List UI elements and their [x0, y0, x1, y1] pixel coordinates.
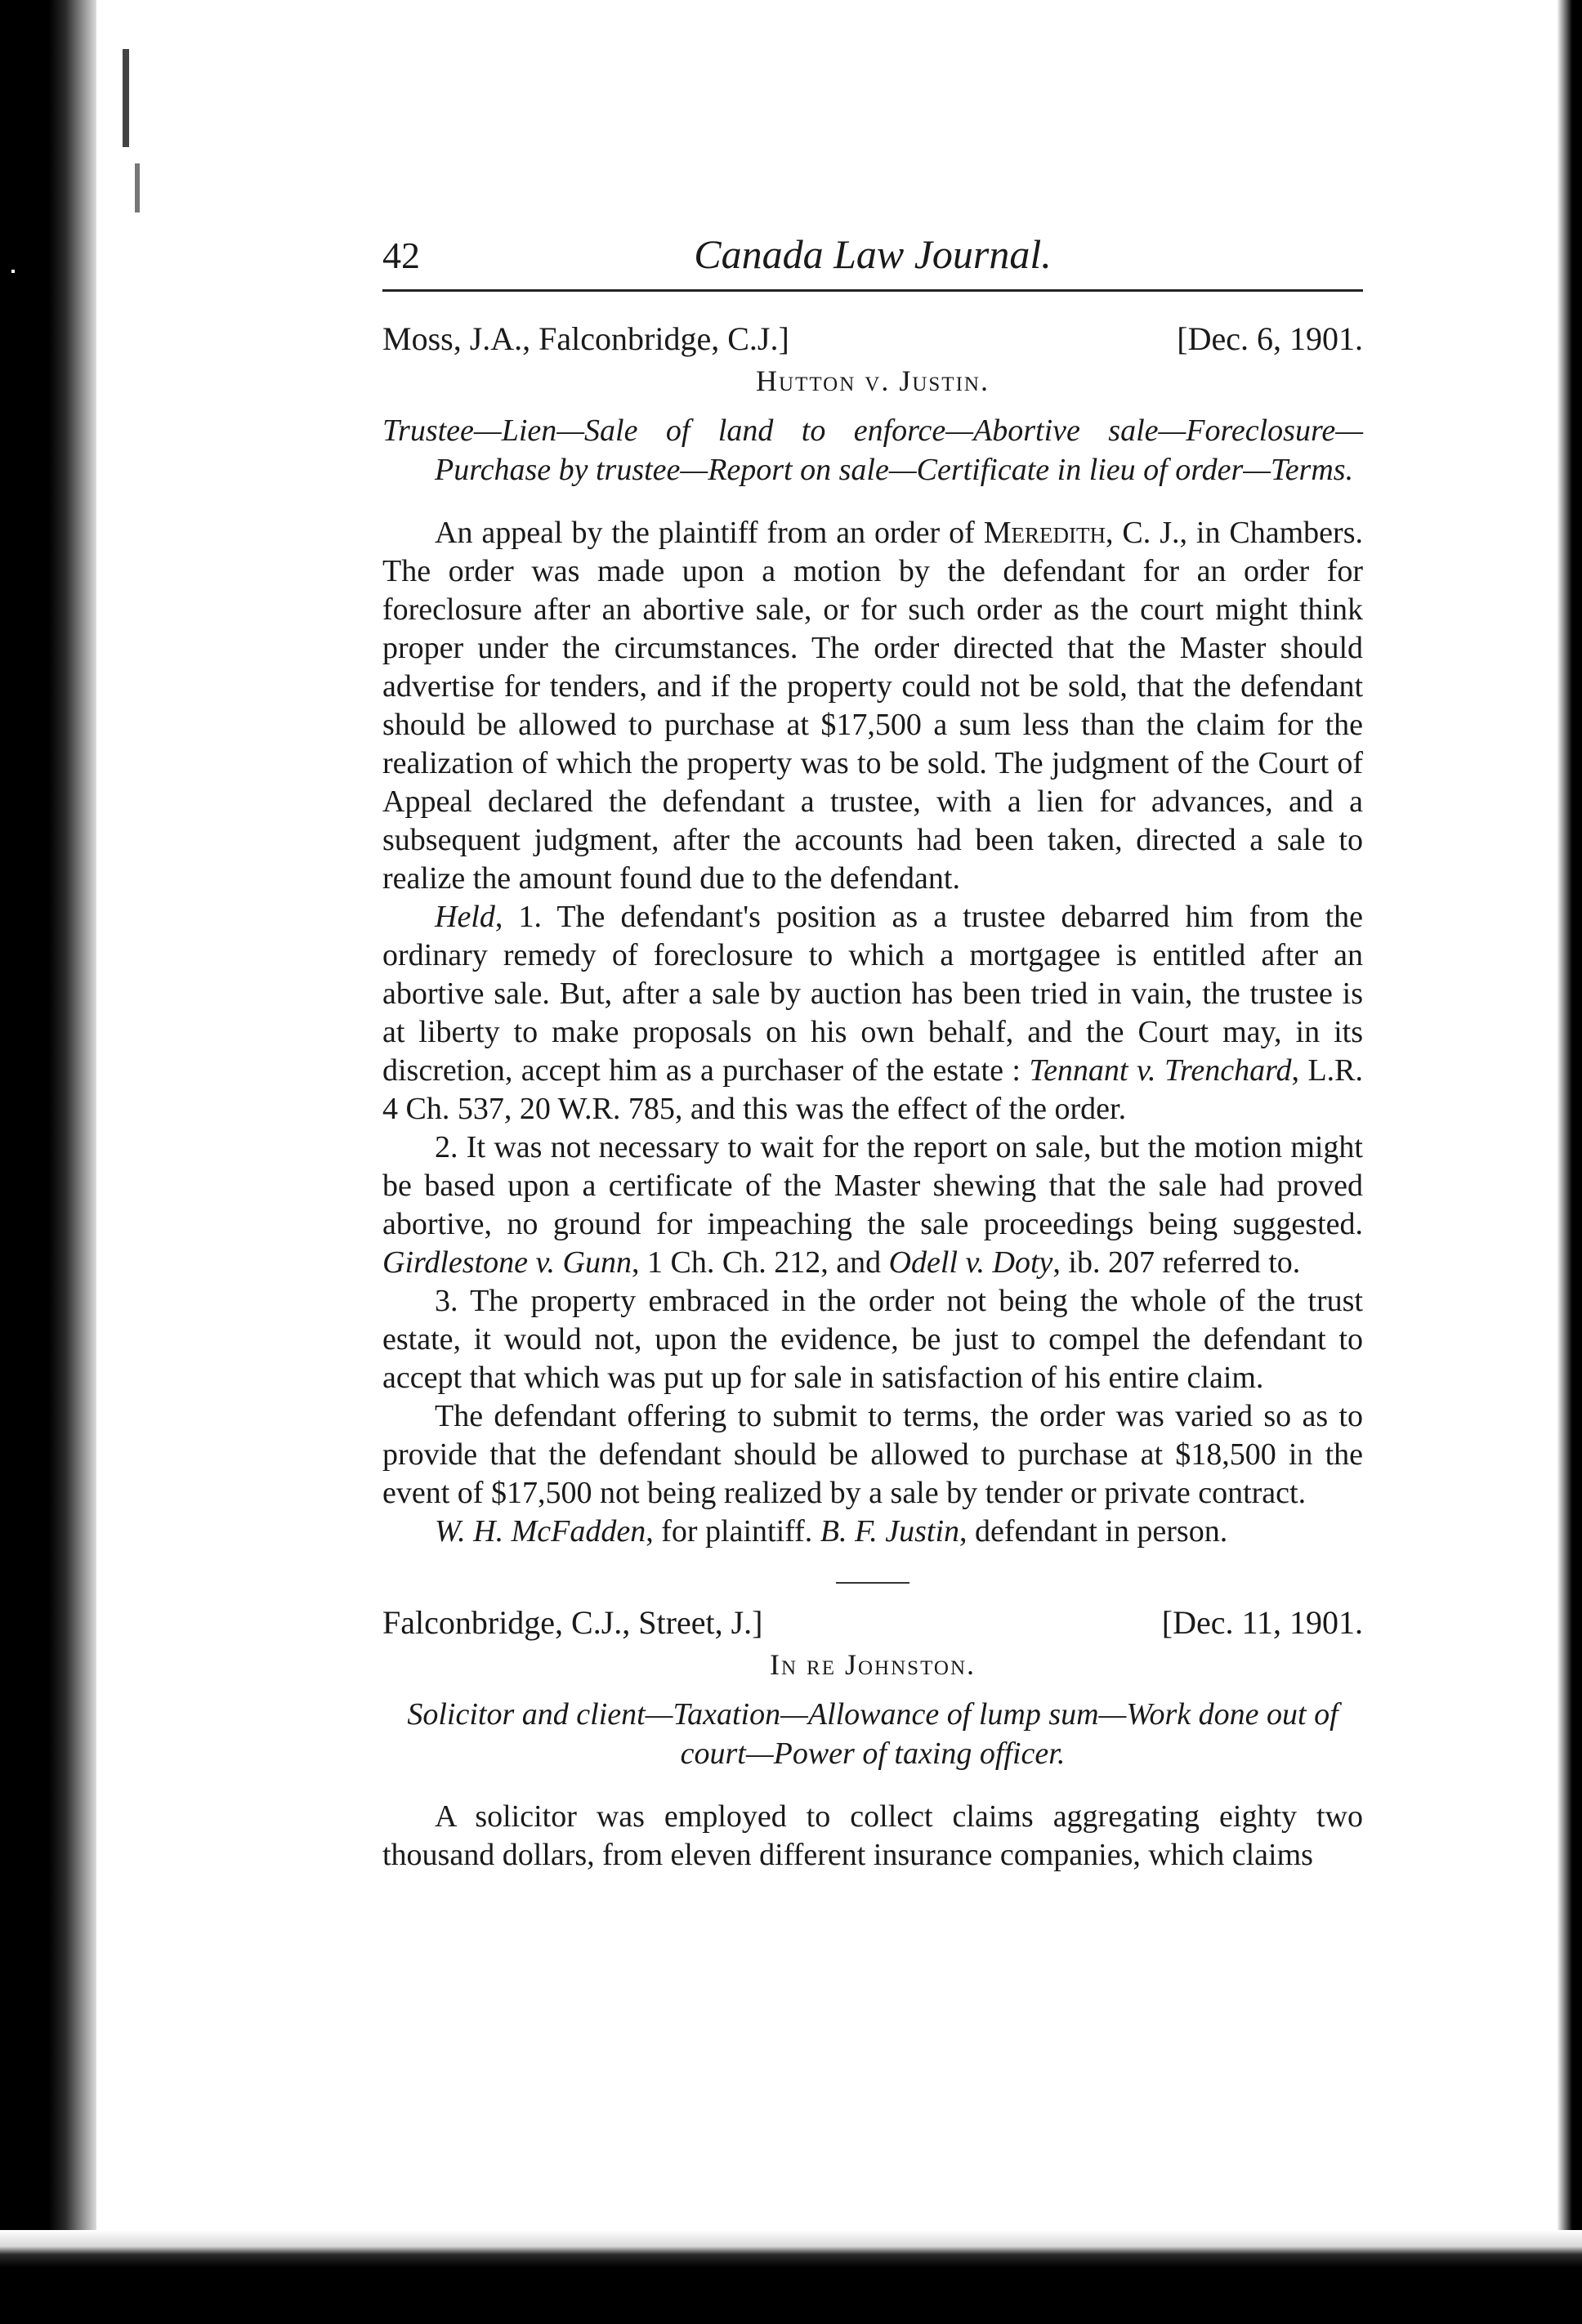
counsel-name: W. H. McFadden [435, 1514, 646, 1549]
scan-edge-bottom [0, 2230, 1582, 2324]
case1-meta [382, 320, 1363, 357]
case2-date: [Dec. 11, 1901. [1161, 1604, 1363, 1641]
case2-title: In re Johnston. [770, 1648, 976, 1681]
case2-headnote: Solicitor and client—Taxation—Allowance of lump sum—Work done out of court—Power of taxing officer. [407, 1697, 1338, 1771]
judge-name: Meredith [983, 516, 1106, 550]
held-label: Held [435, 900, 495, 934]
counsel-name: B. F. Justin [820, 1514, 960, 1549]
case1-title: Hutton v. Justin. [756, 364, 990, 397]
case1-held-1: Held, 1. The defendant's position as a trustee debarred him from the ordinary remedy of foreclosure to which a mortgagee is entitled after an abortive sale. But, after a sale by auction has been tried in vain, the trustee is at liberty to make proposals on his own behalf, and the Court may, in its discretion, accept him as a purchaser of the estate : Tennant v. Trenchard, L.R. 4 Ch. 537, 20 W.R. 785, and this was the effect of the order. [382, 900, 1363, 1126]
journal-title: Canada Law Journal. [694, 231, 1052, 277]
scan-edge-right [1557, 0, 1582, 2324]
case1-held-3: 3. The property embraced in the order not being the whole of the trust estate, it would not, upon the evidence, be just to compel the defendant to accept that which was put up for sale in satisfaction of his entire claim. [382, 1284, 1363, 1395]
case1-headnote: Trustee—Lien—Sale of land to enforce—Abortive sale—Foreclosure—Purchase by trustee—Report on sale—Certificate in lieu of order—Terms. [382, 413, 1363, 487]
case2-judges: Falconbridge, C.J., Street, J.] [382, 1604, 763, 1641]
cited-case: Odell v. Doty [888, 1245, 1053, 1280]
page-number: 42 [382, 235, 420, 276]
running-head [382, 229, 1363, 292]
cited-case: Tennant v. Trenchard [1029, 1053, 1292, 1088]
case1-intro-paragraph: An appeal by the plaintiff from an order of Meredith, C. J., in Chambers. The order was made upon a motion by the defendant for an order for foreclosure after an abortive sale, or for such order as the court might think proper under the circumstances. The order directed that the Master should advertise for tenders, and if the property could not be sold, that the defendant should be allowed to purchase at $17,500 a sum less than the claim for the realization of which the property was to be sold. The judgment of the Court of Appeal declared the defendant a trustee, with a lien for advances, and a subsequent judgment, after the accounts had been taken, directed a sale to realize the amount found due to the defendant. [382, 516, 1363, 896]
case2-meta [382, 1603, 1363, 1641]
cited-case: Girdlestone v. Gunn [382, 1245, 632, 1280]
page-content [382, 229, 1363, 1875]
case-separator [836, 1582, 909, 1584]
case1-date: [Dec. 6, 1901. [1177, 320, 1363, 357]
case1-terms: The defendant offering to submit to terms, the order was varied so as to provide that the defendant should be allowed to purchase at $18,500 in the event of $17,500 not being realized by a sale by tender or private contract. [382, 1399, 1363, 1510]
case1-counsel: W. H. McFadden, for plaintiff. B. F. Justin, defendant in person. [435, 1514, 1228, 1549]
case2-intro-paragraph: A solicitor was employed to collect claims aggregating eighty two thousand dollars, from eleven different insurance companies, which claims [382, 1799, 1363, 1872]
case1-judges: Moss, J.A., Falconbridge, C.J.] [382, 320, 789, 357]
case1-held-2: 2. It was not necessary to wait for the report on sale, but the motion might be based upon a certificate of the Master shewing that the sale had proved abortive, no ground for impeaching the sale proceedings being suggested. Girdlestone v. Gunn, 1 Ch. Ch. 212, and Odell v. Doty, ib. 207 referred to. [382, 1130, 1363, 1280]
scan-edge-left [0, 0, 96, 2324]
